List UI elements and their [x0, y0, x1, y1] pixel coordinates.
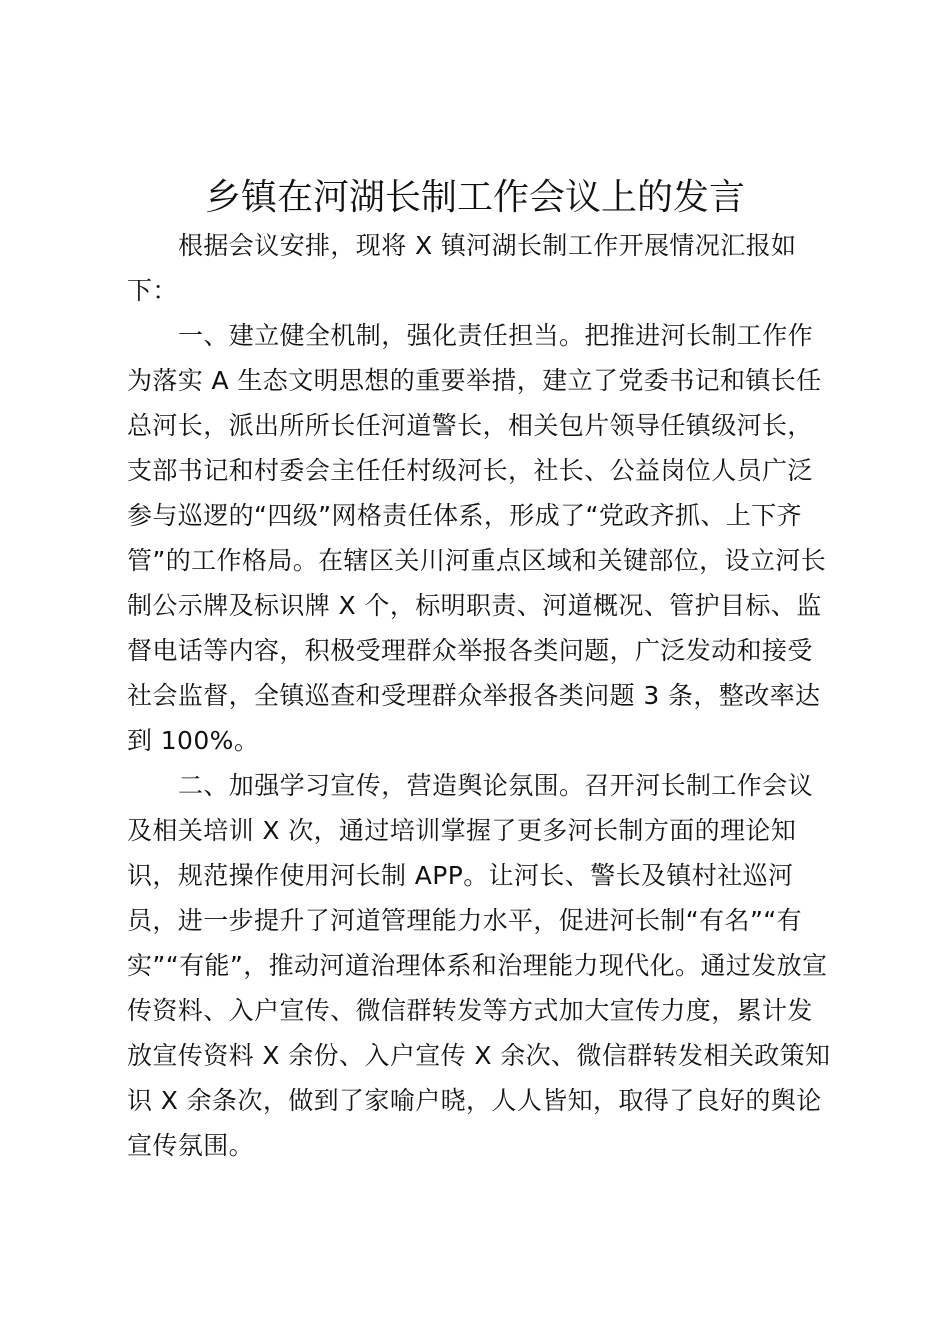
- paragraph-line: 员，进一步提升了河道管理能力水平，促进河长制“有名”“有: [127, 906, 803, 935]
- paragraph-line: 二、加强学习宣传，营造舆论氛围。召开河长制工作会议: [178, 771, 814, 800]
- paragraph-line: 一、建立健全机制，强化责任担当。把推进河长制工作作: [178, 321, 814, 350]
- paragraph-line: 放宣传资料 X 余份、入户宣传 X 余次、微信群转发相关政策知: [127, 1041, 831, 1070]
- paragraph-line: 参与巡逻的“四级”网格责任体系，形成了“党政齐抓、上下齐: [127, 501, 803, 530]
- paragraph-line: 识，规范操作使用河长制 APP。让河长、警长及镇村社巡河: [127, 861, 794, 890]
- paragraph-line: 支部书记和村委会主任任村级河长，社长、公益岗位人员广泛: [127, 456, 813, 485]
- paragraph-line: 总河长，派出所所长任河道警长，相关包片领导任镇级河长，: [127, 411, 813, 440]
- paragraph-line: 实”“有能”，推动河道治理体系和治理能力现代化。通过发放宣: [127, 951, 828, 980]
- paragraph-line: 识 X 余条次，做到了家喻户晓，人人皆知，取得了良好的舆论: [127, 1086, 822, 1115]
- paragraph-line: 督电话等内容，积极受理群众举报各类问题，广泛发动和接受: [127, 636, 813, 665]
- paragraph-line: 管”的工作格局。在辖区关川河重点区域和关键部位，设立河长: [127, 546, 827, 575]
- paragraph-line: 下：: [127, 276, 178, 305]
- paragraph-line: 及相关培训 X 次，通过培训掌握了更多河长制方面的理论知: [127, 816, 797, 845]
- paragraph-line: 宣传氛围。: [127, 1131, 255, 1160]
- paragraph-line: 传资料、入户宣传、微信群转发等方式加大宣传力度，累计发: [127, 996, 813, 1025]
- paragraph-line: 到 100%。: [127, 726, 260, 755]
- paragraph-line: 制公示牌及标识牌 X 个，标明职责、河道概况、管护目标、监: [127, 591, 822, 620]
- document-title: 乡镇在河湖长制工作会议上的发言: [204, 177, 745, 218]
- paragraph-line: 社会监督，全镇巡查和受理群众举报各类问题 3 条，整改率达: [127, 681, 821, 710]
- paragraph-line: 根据会议安排，现将 X 镇河湖长制工作开展情况汇报如: [178, 231, 797, 260]
- paragraph-line: 为落实 A 生态文明思想的重要举措，建立了党委书记和镇长任: [127, 366, 822, 395]
